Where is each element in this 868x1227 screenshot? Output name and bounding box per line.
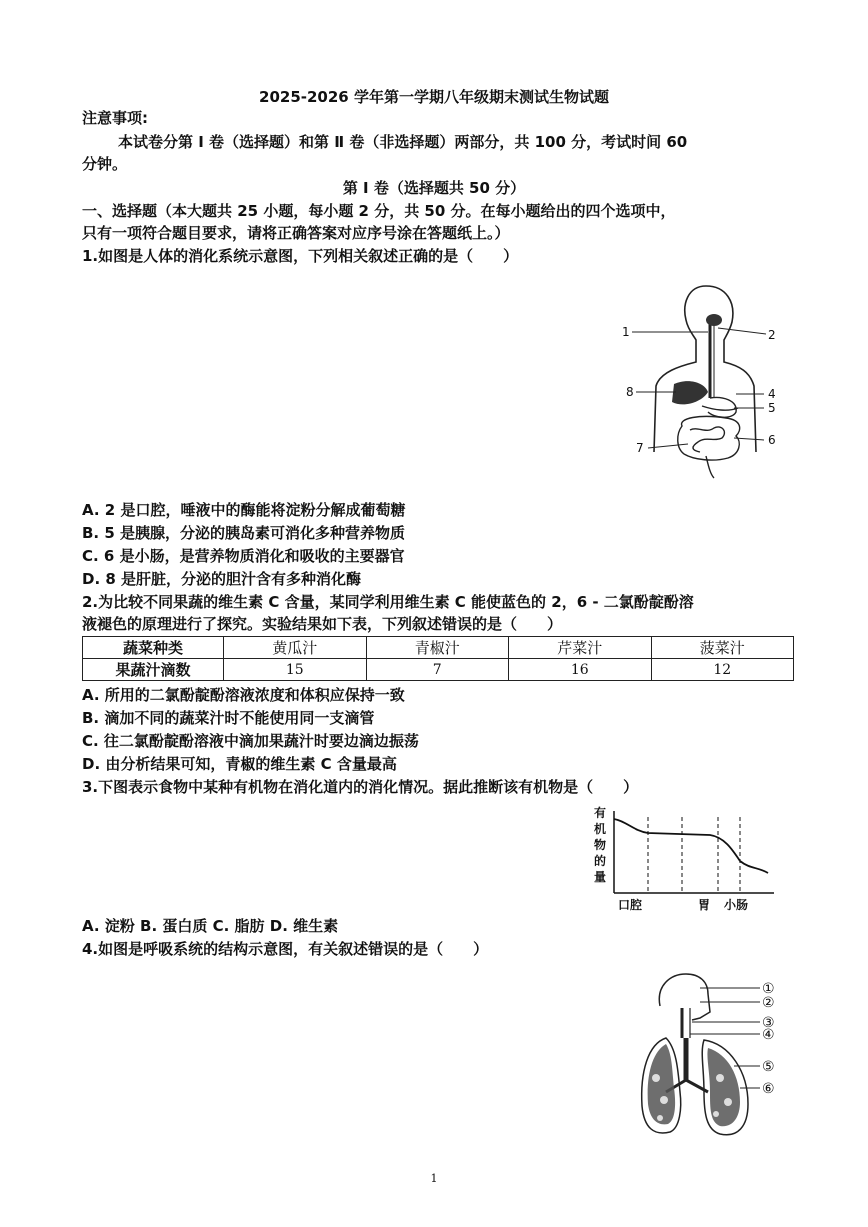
q1-label-8: 8	[626, 385, 634, 399]
notice-line-2: 分钟。	[82, 155, 128, 173]
table-row	[83, 637, 794, 659]
q4-label-5: ⑤	[762, 1059, 775, 1075]
table-header-cell: 黄瓜汁	[224, 637, 367, 659]
table-cell: 12	[651, 659, 794, 681]
q3-options: A. 淀粉 B. 蛋白质 C. 脂肪 D. 维生素	[82, 917, 339, 935]
q1-option-b: B. 5 是胰腺，分泌的胰岛素可消化多种营养物质	[82, 524, 406, 542]
notice-line-1: 本试卷分第 Ⅰ 卷（选择题）和第 Ⅱ 卷（非选择题）两部分，共 100 分，考试时间 60	[118, 133, 688, 151]
q4-label-6: ⑥	[762, 1081, 775, 1097]
graph-xlabel-stomach: 胃	[698, 898, 711, 912]
section-intro-2: 只有一项符合题目要求，请将正确答案对应序号涂在答题纸上。）	[82, 224, 510, 242]
table-header-cell: 青椒汁	[366, 637, 509, 659]
table-row-label: 果蔬汁滴数	[83, 659, 224, 681]
q1-stem: 1.如图是人体的消化系统示意图，下列相关叙述正确的是（ ）	[82, 247, 519, 265]
graph-ylabel-char: 有	[594, 806, 607, 820]
q1-label-1: 1	[622, 325, 630, 339]
graph-xlabel-small-intestine: 小肠	[724, 898, 749, 912]
respiratory-system-figure	[630, 968, 790, 1146]
q2-option-a: A. 所用的二氯酚靛酚溶液浓度和体积应保持一致	[82, 686, 405, 704]
graph-ylabel-char: 机	[594, 822, 607, 836]
q1-option-d: D. 8 是肝脏，分泌的胆汁含有多种消化酶	[82, 570, 362, 588]
section-intro-1: 一、选择题（本大题共 25 小题，每小题 2 分，共 50 分。在每小题给出的四个选项中，	[82, 202, 676, 220]
table-header-cell: 蔬菜种类	[83, 637, 224, 659]
table-cell: 15	[224, 659, 367, 681]
table-row	[83, 659, 794, 681]
q4-stem: 4.如图是呼吸系统的结构示意图，有关叙述错误的是（ ）	[82, 940, 489, 958]
q4-label-2: ②	[762, 995, 775, 1011]
vitamin-c-table	[82, 636, 794, 681]
graph-xlabel-mouth: 口腔	[618, 898, 643, 912]
table-header-cell: 菠菜汁	[651, 637, 794, 659]
table-cell: 7	[366, 659, 509, 681]
graph-ylabel-char: 的	[594, 854, 607, 868]
digestive-system-figure	[610, 278, 790, 488]
q2-option-d: D. 由分析结果可知，青椒的维生素 C 含量最高	[82, 755, 397, 773]
page-title: 2025-2026 学年第一学期八年级期末测试生物试题	[259, 88, 609, 106]
q2-stem-2: 液褪色的原理进行了探究。实验结果如下表，下列叙述错误的是（ ）	[82, 615, 563, 633]
q2-option-b: B. 滴加不同的蔬菜汁时不能使用同一支滴管	[82, 709, 375, 727]
q1-label-5: 5	[768, 401, 776, 415]
notice-heading: 注意事项:	[82, 109, 148, 127]
graph-ylabel-char: 量	[594, 870, 607, 884]
q2-stem-1: 2.为比较不同果蔬的维生素 C 含量，某同学利用维生素 C 能使蓝色的 2，6 - 二氯酚靛酚溶	[82, 593, 694, 611]
section-title: 第 Ⅰ 卷（选择题共 50 分）	[342, 179, 526, 197]
q4-label-3: ③	[762, 1015, 775, 1031]
page-number: 1	[430, 1172, 438, 1185]
digestion-graph	[590, 803, 780, 915]
q1-label-2: 2	[768, 328, 776, 342]
q1-label-7: 7	[636, 441, 644, 455]
table-cell: 16	[509, 659, 652, 681]
q2-option-c: C. 往二氯酚靛酚溶液中滴加果蔬汁时要边滴边振荡	[82, 732, 419, 750]
q4-label-4: ④	[762, 1027, 775, 1043]
q4-label-1: ①	[762, 981, 775, 997]
q1-label-4: 4	[768, 387, 776, 401]
q1-option-c: C. 6 是小肠，是营养物质消化和吸收的主要器官	[82, 547, 405, 565]
q3-stem: 3.下图表示食物中某种有机物在消化道内的消化情况。据此推断该有机物是（ ）	[82, 778, 639, 796]
table-header-cell: 芹菜汁	[509, 637, 652, 659]
q1-option-a: A. 2 是口腔，唾液中的酶能将淀粉分解成葡萄糖	[82, 501, 406, 519]
q1-label-6: 6	[768, 433, 776, 447]
graph-ylabel-char: 物	[594, 838, 607, 852]
